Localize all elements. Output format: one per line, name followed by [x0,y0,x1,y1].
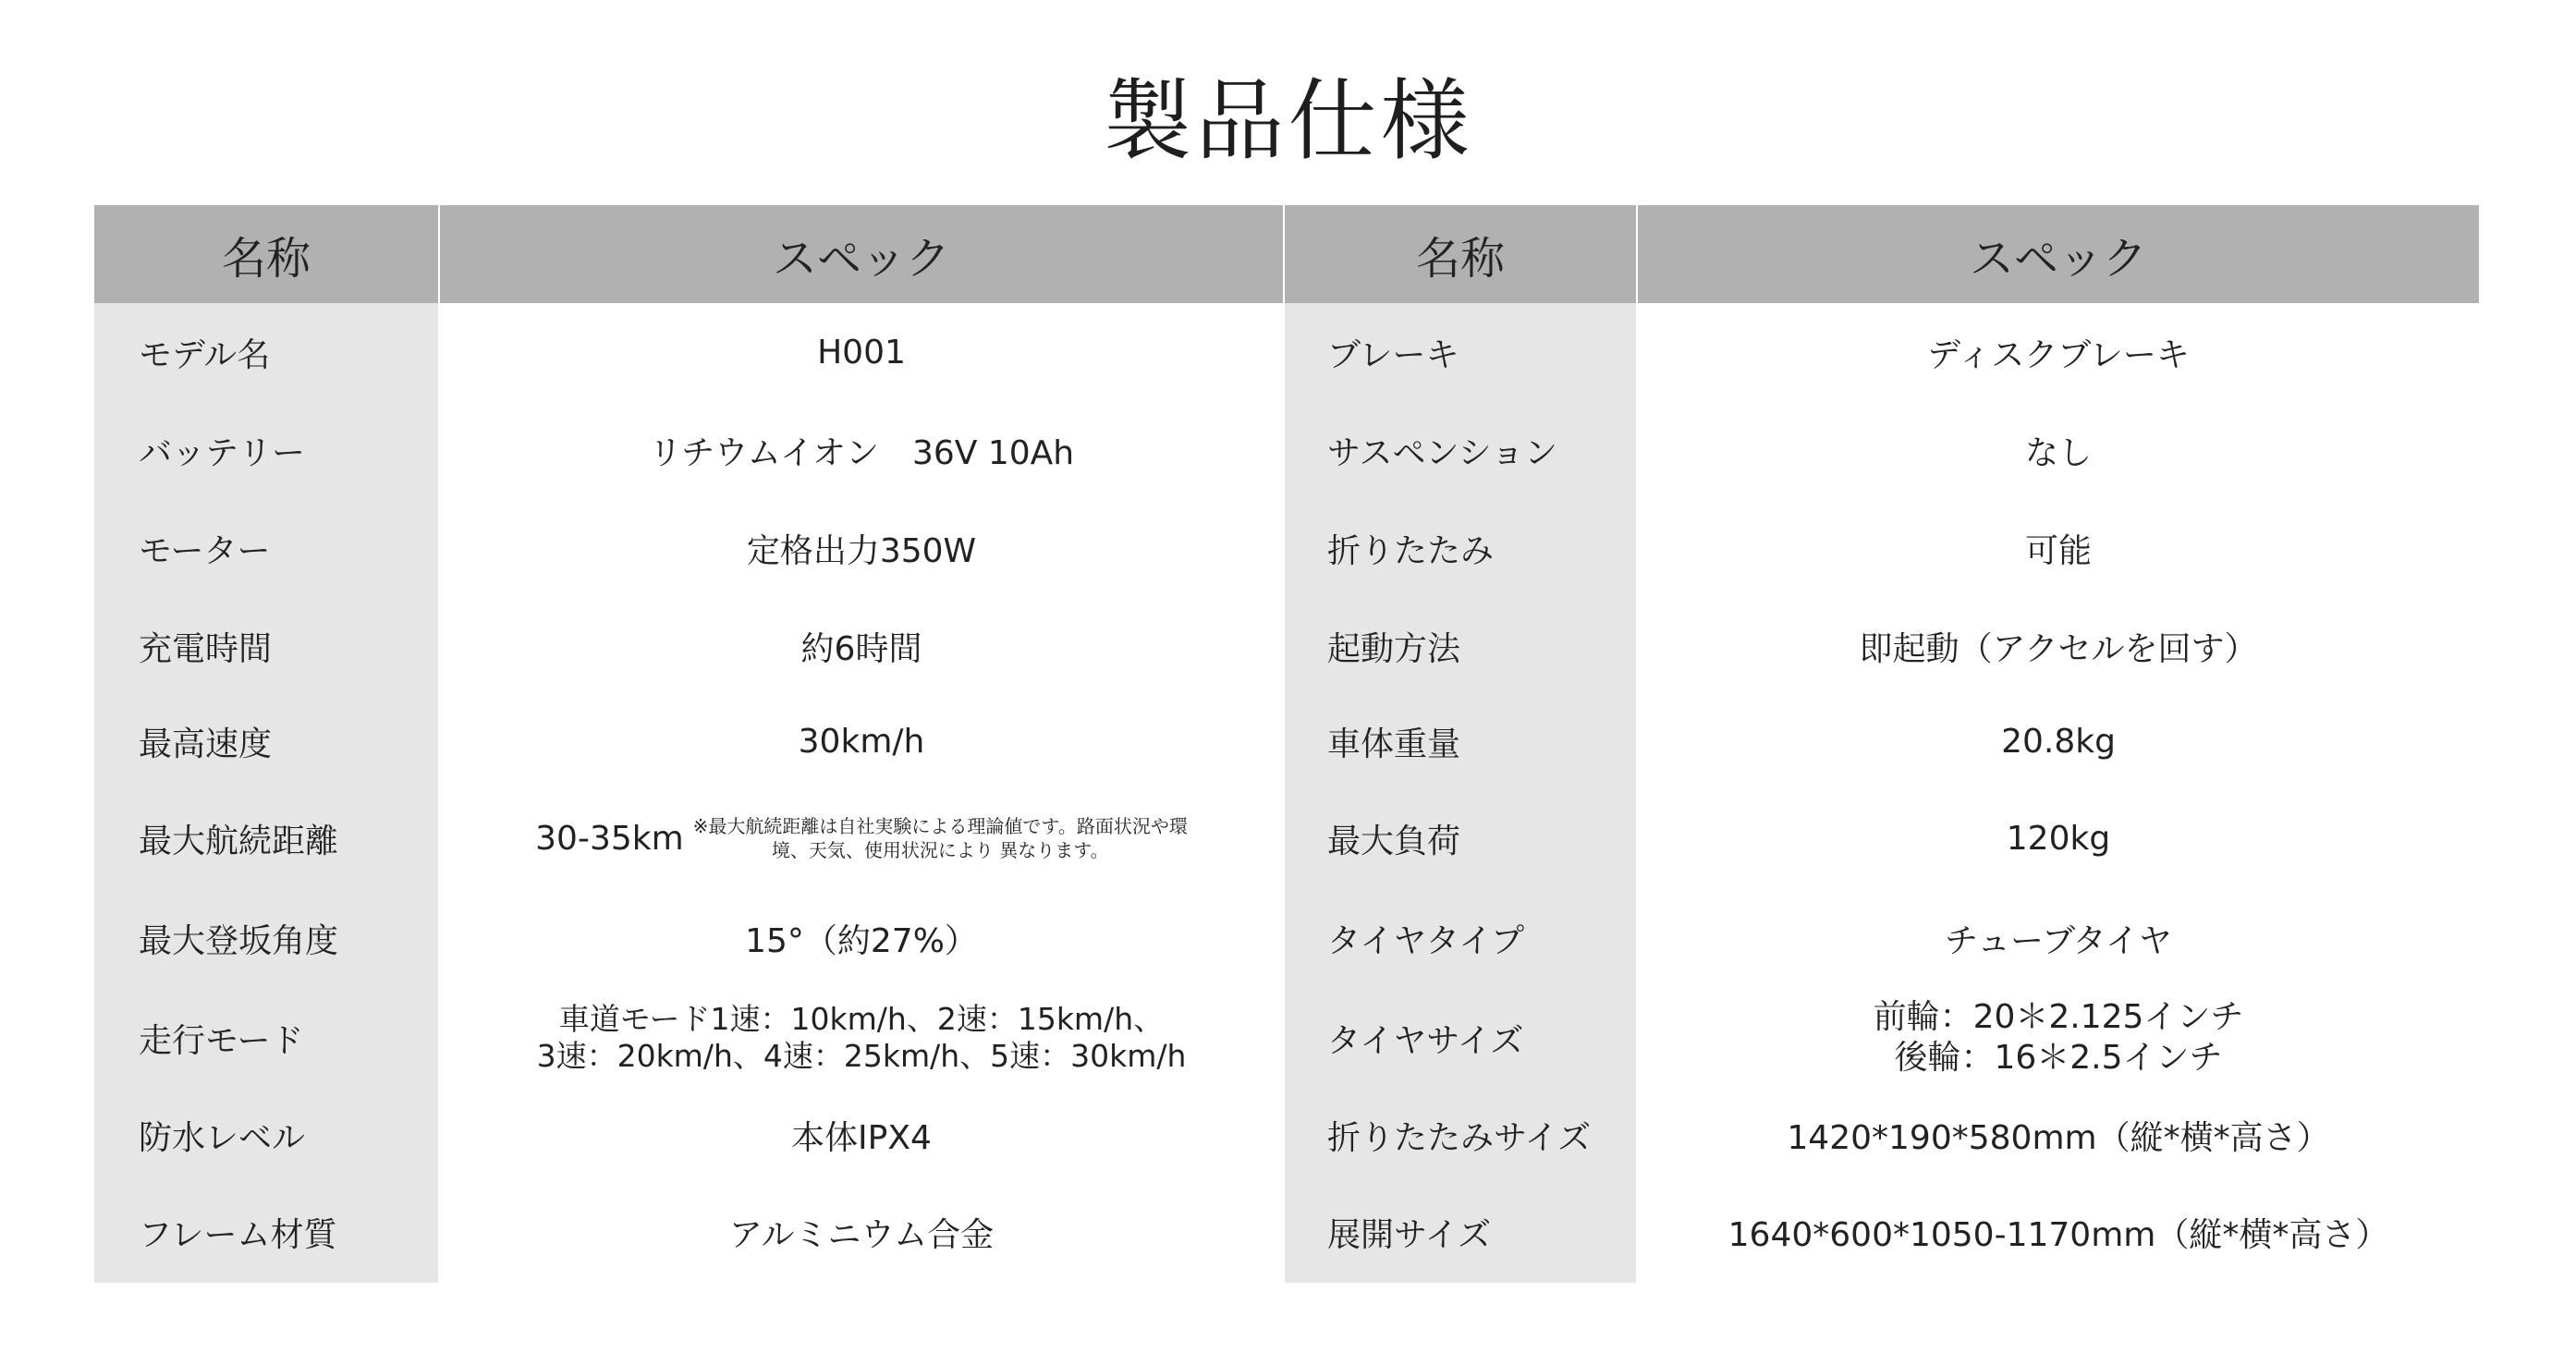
range-footnote-line: ※最大航続距離は自社実験による理論値です。路面状況や環 [692,815,1188,837]
tire-size-line: 後輪：16＊2.5インチ [1894,1039,2223,1077]
row-value: H001 [817,333,906,372]
row-label: 防水レベル [139,1118,306,1157]
range-value: 30-35km [535,819,684,858]
row-value: 即起動（アクセルを回す） [1859,629,2258,668]
table-row [94,499,2479,597]
range-footnote [693,814,1188,862]
row-value: 30km/h [798,722,925,761]
row-label: モーター [139,531,271,570]
row-value: 1420*190*580mm（縦*横*高さ） [1787,1118,2330,1157]
row-label: 最高速度 [139,725,273,763]
row-value: 120kg [2006,819,2111,858]
row-label: モデル名 [139,335,271,374]
mode-line: 3速：20km/h、4速：25km/h、5速：30km/h [536,1038,1187,1074]
row-value: 15°（約27%） [745,921,978,960]
row-label: サスペンション [1327,433,1557,472]
table-row [94,1089,2479,1181]
row-value: アルミニウム合金 [728,1215,995,1254]
table-row [94,695,2479,787]
row-label: 充電時間 [139,629,273,668]
row-label: 走行モード [139,1021,304,1060]
row-label: タイヤタイプ [1327,921,1525,960]
table-row [94,597,2479,695]
table-row [94,401,2479,499]
row-label: タイヤサイズ [1327,1021,1524,1060]
row-value [440,787,1283,889]
row-label: バッテリー [139,433,306,472]
row-label: 最大航続距離 [139,822,339,860]
row-label: ブレーキ [1327,335,1459,374]
header-name-right: 名称 [1285,205,1636,303]
range-footnote-line: 境、天気、使用状況により 異なります。 [771,839,1109,861]
row-value: 約6時間 [800,629,922,668]
row-label: 折りたたみサイズ [1327,1118,1592,1157]
row-label: 最大負荷 [1327,822,1461,860]
row-label: 最大登坂角度 [139,921,339,960]
row-value: 1640*600*1050-1170mm（縦*横*高さ） [1728,1215,2389,1254]
row-label: フレーム材質 [139,1215,337,1254]
row-value: ディスクブレーキ [1927,335,2190,374]
table-row [94,987,2479,1089]
row-label: 折りたたみ [1327,531,1495,570]
row-label: 起動方法 [1327,629,1461,668]
header-spec-right: スペック [1638,205,2479,303]
table-row [94,889,2479,987]
row-value: なし [2024,433,2092,472]
table-row [94,303,2479,401]
page-title: 製品仕様 [1103,69,1473,173]
row-value: 20.8kg [2001,722,2116,761]
row-value [440,987,1283,1089]
row-value: チューブタイヤ [1945,921,2172,960]
row-label: 展開サイズ [1327,1215,1492,1254]
table-row [94,787,2479,889]
table-row [94,1181,2479,1283]
row-value: 本体IPX4 [791,1118,932,1157]
header-spec-left: スペック [440,205,1283,303]
row-value: リチウムイオン 36V 10Ah [648,433,1075,472]
mode-line: 車道モード1速：10km/h、2速：15km/h、 [558,1000,1165,1037]
row-label: 車体重量 [1327,725,1461,763]
row-value [1638,987,2479,1089]
tire-size-line: 前輪：20＊2.125インチ [1873,998,2244,1037]
row-value: 定格出力350W [746,531,977,570]
header-name-left: 名称 [94,205,438,303]
row-value: 可能 [2024,531,2092,570]
